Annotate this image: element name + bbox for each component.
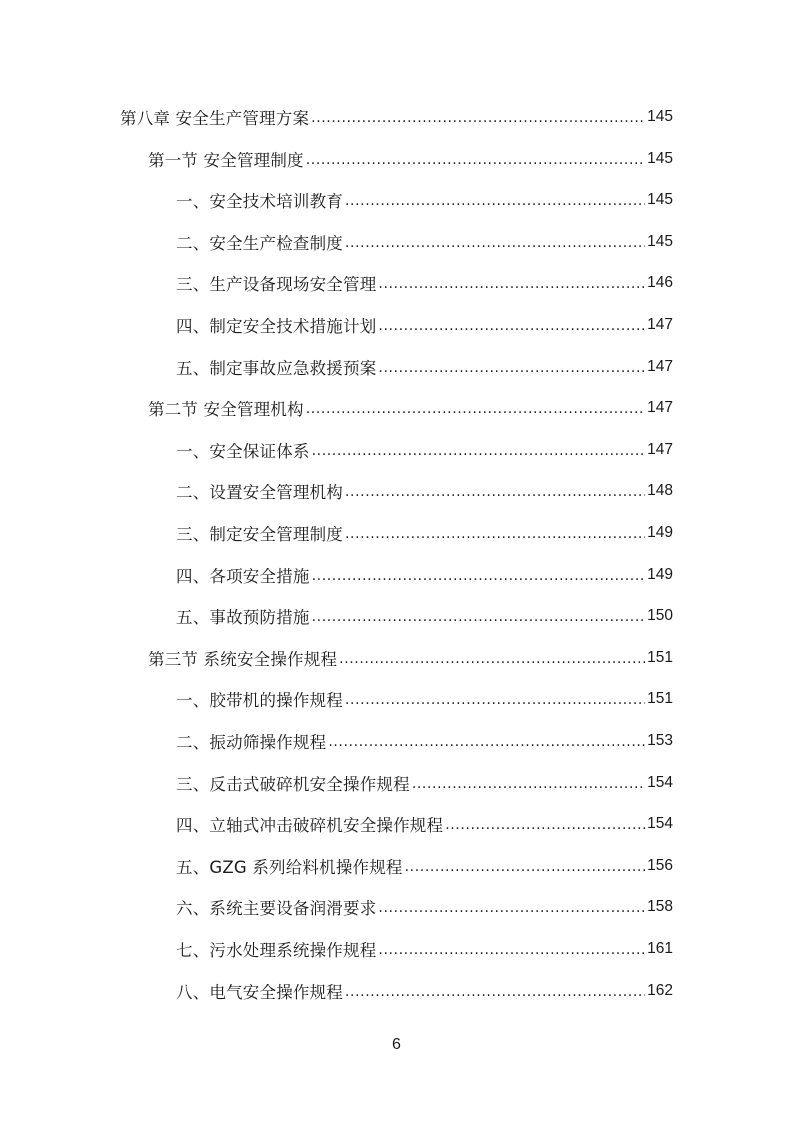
toc-entry-page: 153 [647, 732, 673, 749]
toc-entry-item[interactable] [0, 728, 793, 754]
dot-leader [345, 692, 645, 708]
toc-entry-page: 147 [647, 399, 673, 417]
dot-leader [345, 526, 645, 542]
dot-leader [328, 734, 645, 750]
toc-entry-section[interactable] [0, 645, 793, 671]
toc-entry-item[interactable] [0, 770, 793, 796]
toc-entry-page: 145 [647, 232, 673, 250]
toc-entry-item[interactable] [0, 270, 793, 296]
toc-entry-title: 五、事故预防措施 [176, 608, 310, 628]
toc-entry-item[interactable] [0, 187, 793, 213]
toc-entry-item[interactable] [0, 562, 793, 588]
dot-leader [312, 568, 646, 584]
dot-leader [412, 776, 645, 792]
dot-leader [312, 443, 646, 459]
toc-entry-title: 三、反击式破碎机安全操作规程 [176, 774, 410, 794]
toc-entry-title: 一、胶带机的操作规程 [176, 691, 343, 711]
toc-entry-item[interactable] [0, 354, 793, 380]
toc-entry-page: 149 [647, 524, 673, 541]
dot-leader [378, 360, 645, 376]
toc-entry-page: 162 [647, 981, 673, 999]
toc-entry-item[interactable] [0, 936, 793, 962]
toc-entry-title: 第三节 系统安全操作规程 [148, 649, 338, 669]
toc-entry-title: 七、污水处理系统操作规程 [176, 941, 377, 960]
dot-leader [345, 193, 645, 209]
toc-entry-page: 148 [647, 482, 673, 500]
toc-entry-title: 二、振动筛操作规程 [176, 733, 327, 752]
dot-leader [311, 110, 645, 126]
toc-entry-title: 三、制定安全管理制度 [176, 525, 343, 544]
dot-leader [378, 942, 645, 958]
toc-entry-title: 一、安全保证体系 [176, 441, 310, 461]
toc-entry-item[interactable] [0, 978, 793, 1004]
toc-entry-title: 第一节 安全管理制度 [148, 150, 304, 170]
dot-leader [306, 152, 645, 168]
toc-entry-page: 145 [647, 108, 673, 125]
toc-entry-page: 154 [647, 815, 673, 833]
page-number: 6 [392, 1036, 401, 1053]
toc-entry-title: 六、系统主要设备润滑要求 [176, 899, 377, 919]
dot-leader [445, 817, 645, 833]
toc-entry-title: 第八章 安全生产管理方案 [120, 109, 310, 128]
toc-entry-item[interactable] [0, 853, 793, 879]
toc-entry-item[interactable] [0, 603, 793, 629]
toc-entry-item[interactable] [0, 312, 793, 338]
toc-entry-section[interactable] [0, 395, 793, 421]
toc-entry-item[interactable] [0, 478, 793, 504]
toc-entry-page: 151 [647, 648, 673, 666]
toc-entry-page: 161 [647, 940, 673, 957]
dot-leader [405, 859, 646, 875]
toc-entry-title: 三、生产设备现场安全管理 [176, 275, 377, 295]
dot-leader [306, 401, 645, 417]
toc-entry-page: 151 [647, 690, 673, 708]
toc-entry-title: 二、安全生产检查制度 [176, 233, 343, 253]
toc-entry-item[interactable] [0, 811, 793, 837]
toc-entry-page: 154 [647, 773, 673, 791]
toc-entry-page: 146 [647, 274, 673, 292]
dot-leader [378, 276, 645, 292]
dot-leader [345, 235, 645, 251]
toc-entry-page: 147 [647, 357, 673, 375]
dot-leader [345, 484, 645, 500]
toc-entry-page: 150 [647, 607, 673, 625]
toc-entry-item[interactable] [0, 229, 793, 255]
toc-entry-title: 一、安全技术培训教育 [176, 192, 343, 212]
toc-entry-page: 149 [647, 565, 673, 583]
toc-entry-item[interactable] [0, 894, 793, 920]
toc-entry-title: 四、制定安全技术措施计划 [176, 317, 377, 336]
toc-entry-page: 147 [647, 316, 673, 333]
toc-entry-item[interactable] [0, 437, 793, 463]
dot-leader [378, 318, 645, 334]
toc-entry-title: 二、设置安全管理机构 [176, 483, 343, 503]
toc-entry-title: 五、制定事故应急救援预案 [176, 358, 377, 378]
toc-entry-section[interactable] [0, 146, 793, 172]
toc-entry-item[interactable] [0, 520, 793, 546]
toc-entry-title: 八、电气安全操作规程 [176, 982, 343, 1002]
toc-entry-page: 158 [647, 898, 673, 916]
toc-entry-title: 第二节 安全管理机构 [148, 400, 304, 420]
toc-entry-item[interactable] [0, 686, 793, 712]
toc-entry-title: 四、各项安全措施 [176, 566, 310, 586]
toc-entry-title: 五、GZG 系列给料机操作规程 [176, 857, 403, 877]
dot-leader [345, 984, 645, 1000]
dot-leader [339, 651, 645, 667]
dot-leader [312, 609, 646, 625]
toc-entry-title: 四、立轴式冲击破碎机安全操作规程 [176, 816, 444, 836]
toc-entry-page: 145 [647, 149, 673, 167]
toc-entry-page: 156 [647, 856, 673, 874]
dot-leader [378, 900, 645, 916]
toc-entry-chapter[interactable] [0, 104, 793, 130]
toc-entry-page: 147 [647, 440, 673, 458]
toc-entry-page: 145 [647, 191, 673, 209]
